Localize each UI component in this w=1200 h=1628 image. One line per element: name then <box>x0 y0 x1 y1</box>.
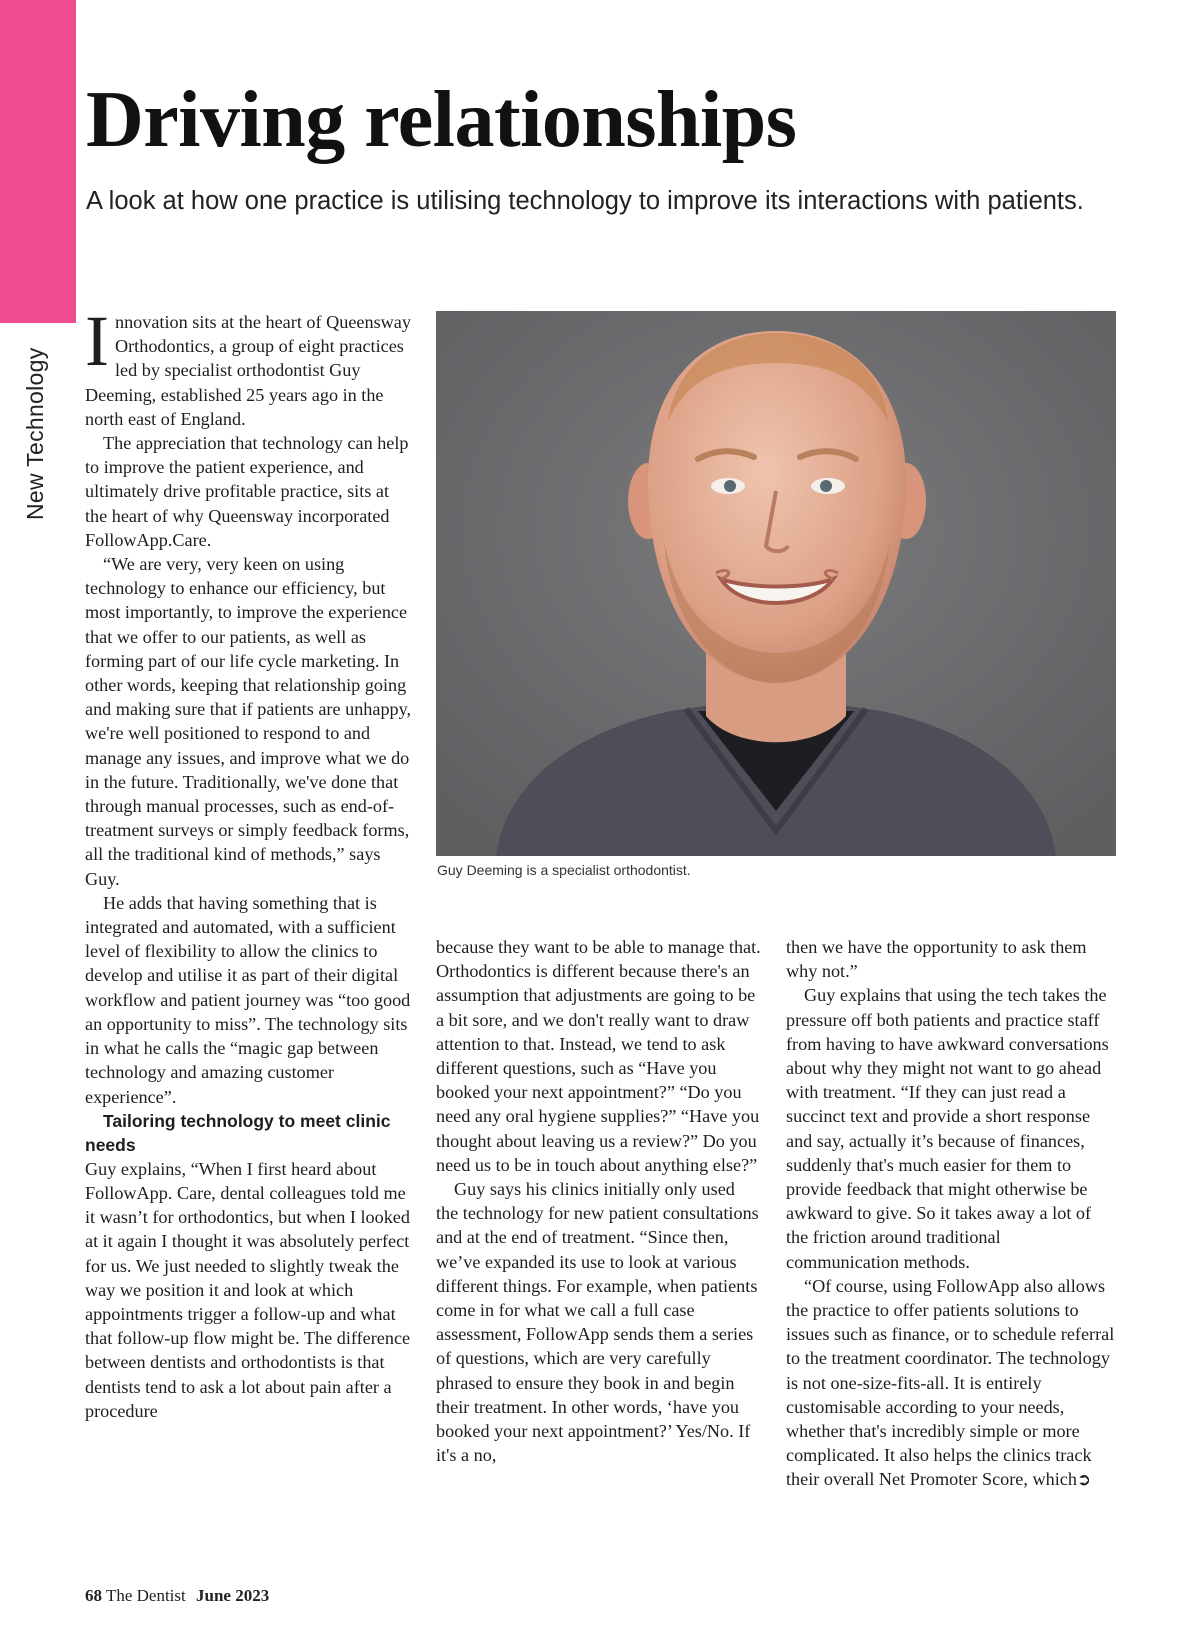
paragraph: Guy says his clinics initially only used the technology for new patient consultations and at the end of treatment. “Since then, we’ve expanded its use to look at various different things. For example, when patients come in for what we call a full case assessment, FollowApp sends them a series of questions, which are very carefully phrased to ensure they book in and begin their treatment. In other words, ‘have you booked your next appointment?’ Yes/No. If it's a no, <box>436 1179 759 1466</box>
issue-date: June 2023 <box>196 1586 270 1605</box>
portrait-illustration <box>436 311 1116 856</box>
portrait-photo <box>436 311 1116 856</box>
paragraph: because they want to be able to manage that. Orthodontics is different because there's an assumption that adjustments are going to be a bit sore, and we don't really want to draw attention to that. Instead, we tend to ask different questions, such as “Have you booked your next appointment?” “Do you need any oral hygiene supplies?” “Have you thought about leaving us a review?” Do you need us to be in touch about anything else?” <box>436 937 761 1175</box>
paragraph: “We are very, very keen on using technology to enhance our efficiency, but most importantly, to improve the experience that we offer to our patients, as well as forming part of our life cycle marketing. In other words, keeping that relationship going and making sure that if patients are unhappy, we're well positioned to respond to and manage any issues, and improve what we do in the future. Traditionally, we've done that through manual processes, such as end-of-treatment surveys or simply feedback forms, all the traditional kind of methods,” says Guy. <box>85 554 412 889</box>
paragraph: “Of course, using FollowApp also allows the practice to offer patients solutions to issues such as finance, or to schedule referral to the treatment coordinator. The technology is not one-size-fits-all. It is entirely customisable according to your needs, whether that's incredibly simple or more complicated. It also helps the clinics track their overall Net Promoter Score, which➲ <box>786 1275 1115 1491</box>
paragraph: Guy explains that using the tech takes the pressure off both patients and practice staff from having to have awkward conversations about why they might not want to go ahead with treatment. “If they can just read a succinct text and provide a short response and say, actually it’s because of finances, suddenly that's much easier for them to provide feedback that might otherwise be awkward to give. So it takes away a lot of the friction around traditional communication methods. <box>786 985 1109 1272</box>
paragraph: then we have the opportunity to ask them why not.” <box>786 937 1087 982</box>
page-number: 68 <box>85 1586 102 1605</box>
section-label: New Technology <box>22 347 48 520</box>
arrow-continue-icon: ➲ <box>1076 1470 1092 1491</box>
photo-caption: Guy Deeming is a specialist orthodontist. <box>437 862 691 878</box>
drop-cap: I <box>85 301 109 381</box>
paragraph: Innovation sits at the heart of Queensway Orthodontics, a group of eight practices led by specialist orthodontist Guy Deeming, established 25 years ago in the north east of England. <box>85 301 411 429</box>
section-subheading: Tailoring technology to meet clinic needs <box>85 1110 391 1155</box>
section-color-bar <box>0 0 76 323</box>
text-column-3 <box>786 935 1116 1493</box>
text-column-2 <box>436 935 761 1467</box>
page-footer <box>85 1586 269 1606</box>
article-standfirst: A look at how one practice is utilising technology to improve its interactions with patients. <box>86 187 1084 215</box>
text-column-1 <box>85 301 415 1423</box>
paragraph: The appreciation that technology can help to improve the patient experience, and ultimately drive profitable practice, sits at the heart of why Queensway incorporated FollowApp.Care. <box>85 433 409 550</box>
paragraph: Guy explains, “When I first heard about FollowApp. Care, dental colleagues told me it wasn’t for orthodontics, but when I looked at it again I thought it was absolutely perfect for us. We just needed to slightly tweak the way we position it and look at which appointments trigger a follow-up and what that follow-up flow might be. The difference between dentists and orthodontists is that dentists tend to ask a lot about pain after a procedure <box>85 1158 411 1421</box>
article-headline: Driving relationships <box>86 76 797 164</box>
publication-name: The Dentist <box>105 1586 186 1605</box>
paragraph: He adds that having something that is integrated and automated, with a sufficient level of flexibility to allow the clinics to develop and utilise it as part of their digital workflow and patient journey was “too good an opportunity to miss”. The technology sits in what he calls the “magic gap between technology and amazing customer experience”. <box>85 892 411 1107</box>
